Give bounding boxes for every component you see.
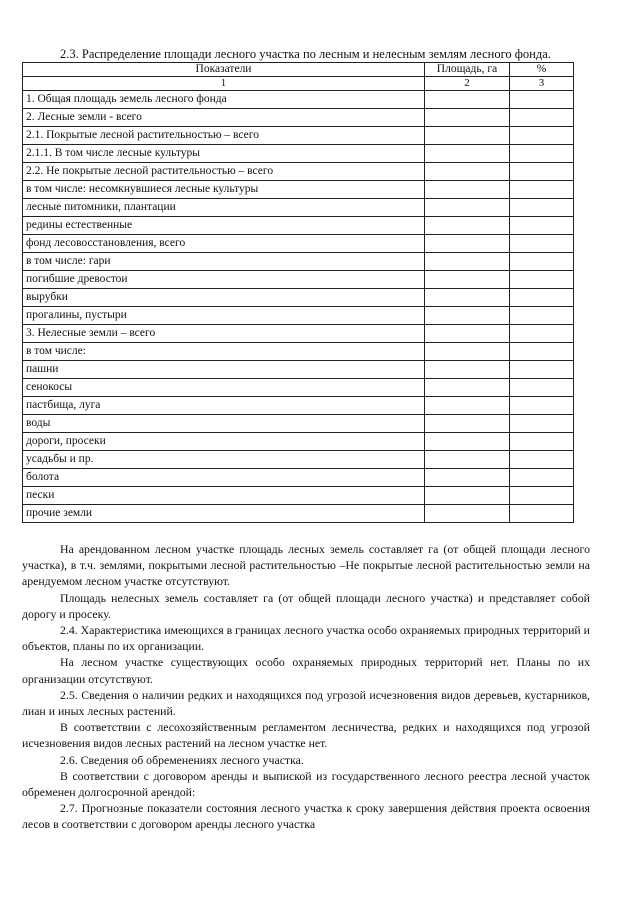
row-percent-value — [510, 145, 574, 163]
table-row — [23, 397, 574, 415]
row-label: 3. Нелесные земли – всего — [23, 325, 425, 343]
row-percent-value — [510, 433, 574, 451]
row-label: болота — [23, 469, 425, 487]
table-row — [23, 415, 574, 433]
row-area-value — [425, 307, 510, 325]
table-row — [23, 109, 574, 127]
row-label: 2.2. Не покрытые лесной растительностью – всего — [23, 163, 425, 181]
paragraph: На арендованном лесном участке площадь лесных земель составляет га (от общей площади лесного участка), в т.ч. землями, покрытыми лесной растительностью –Не покрытые лесной растительностью земли на арендуемом лесном участке отсутствуют. — [22, 542, 590, 589]
row-label: усадьбы и пр. — [23, 451, 425, 469]
table-header-row — [23, 63, 574, 77]
row-label: 2. Лесные земли - всего — [23, 109, 425, 127]
row-percent-value — [510, 415, 574, 433]
paragraph: На лесном участке существующих особо охраняемых природных территорий нет. Планы по их организации отсутствуют. — [22, 655, 590, 686]
row-area-value — [425, 289, 510, 307]
table-row — [23, 181, 574, 199]
row-percent-value — [510, 235, 574, 253]
row-area-value — [425, 271, 510, 289]
row-label: вырубки — [23, 289, 425, 307]
row-percent-value — [510, 325, 574, 343]
row-label: прогалины, пустыри — [23, 307, 425, 325]
column-number: 1 — [23, 77, 425, 91]
row-label: воды — [23, 415, 425, 433]
row-label: сенокосы — [23, 379, 425, 397]
row-label: фонд лесовосстановления, всего — [23, 235, 425, 253]
row-percent-value — [510, 379, 574, 397]
row-percent-value — [510, 253, 574, 271]
table-row — [23, 487, 574, 505]
table-row — [23, 163, 574, 181]
table-row — [23, 307, 574, 325]
row-label: пески — [23, 487, 425, 505]
table-row — [23, 325, 574, 343]
row-area-value — [425, 109, 510, 127]
column-header-percent: % — [510, 63, 574, 77]
paragraph: В соответствии с договором аренды и выпиской из государственного лесного реестра лесной участок обременен долгосрочной арендой: — [22, 768, 590, 800]
paragraph: В соответствии с лесохозяйственным регламентом лесничества, редких и находящихся под угрозой исчезновения видов лесных растений на лесном участке нет. — [22, 720, 590, 751]
table-row — [23, 433, 574, 451]
row-percent-value — [510, 487, 574, 505]
row-percent-value — [510, 91, 574, 109]
row-percent-value — [510, 271, 574, 289]
table-row — [23, 469, 574, 487]
row-area-value — [425, 433, 510, 451]
row-area-value — [425, 145, 510, 163]
paragraph: 2.6. Сведения об обременениях лесного участка. — [60, 752, 304, 767]
row-label: 2.1. Покрытые лесной растительностью – всего — [23, 127, 425, 145]
row-area-value — [425, 505, 510, 523]
table-row — [23, 199, 574, 217]
row-percent-value — [510, 163, 574, 181]
row-percent-value — [510, 199, 574, 217]
row-label: прочие земли — [23, 505, 425, 523]
row-label: в том числе: гари — [23, 253, 425, 271]
table-row — [23, 379, 574, 397]
row-label: редины естественные — [23, 217, 425, 235]
section-heading: 2.3. Распределение площади лесного участка по лесным и нелесным землям лесного фонда. — [60, 47, 551, 61]
row-area-value — [425, 217, 510, 235]
row-percent-value — [510, 181, 574, 199]
table-row — [23, 91, 574, 109]
row-area-value — [425, 127, 510, 145]
column-header-indicators: Показатели — [23, 63, 425, 77]
row-label: дороги, просеки — [23, 433, 425, 451]
row-area-value — [425, 415, 510, 433]
paragraph: 2.5. Сведения о наличии редких и находящихся под угрозой исчезновения видов деревьев, кустарников, лиан и иных лесных растений. — [22, 687, 590, 719]
table-row — [23, 145, 574, 163]
paragraph: 2.7. Прогнозные показатели состояния лесного участка к сроку завершения действия проекта освоения лесов в соответствии с договором аренды лесного участка — [22, 801, 590, 832]
table-row — [23, 289, 574, 307]
row-percent-value — [510, 451, 574, 469]
row-label: в том числе: — [23, 343, 425, 361]
column-header-area: Площадь, га — [425, 63, 510, 77]
paragraph: 2.4. Характеристика имеющихся в границах лесного участка особо охраняемых природных территорий и объектов, планы по их организации. — [22, 623, 590, 654]
row-label: 2.1.1. В том числе лесные культуры — [23, 145, 425, 163]
table-row — [23, 271, 574, 289]
table-row — [23, 361, 574, 379]
paragraph: Площадь нелесных земель составляет га (от общей площади лесного участка) и представляет собой дорогу и просеку. — [22, 590, 590, 621]
row-percent-value — [510, 217, 574, 235]
table-row — [23, 127, 574, 145]
row-percent-value — [510, 397, 574, 415]
row-area-value — [425, 451, 510, 469]
table-row — [23, 343, 574, 361]
row-area-value — [425, 487, 510, 505]
row-area-value — [425, 469, 510, 487]
row-label: 1. Общая площадь земель лесного фонда — [23, 91, 425, 109]
row-percent-value — [510, 289, 574, 307]
table-row — [23, 505, 574, 523]
land-distribution-table — [22, 62, 574, 523]
row-percent-value — [510, 307, 574, 325]
row-percent-value — [510, 127, 574, 145]
row-percent-value — [510, 109, 574, 127]
row-area-value — [425, 343, 510, 361]
table-row — [23, 451, 574, 469]
row-area-value — [425, 325, 510, 343]
row-percent-value — [510, 505, 574, 523]
row-label: в том числе: несомкнувшиеся лесные культуры — [23, 181, 425, 199]
column-number: 3 — [510, 77, 574, 91]
row-area-value — [425, 181, 510, 199]
row-area-value — [425, 397, 510, 415]
row-area-value — [425, 379, 510, 397]
row-label: пашни — [23, 361, 425, 379]
table-row — [23, 253, 574, 271]
row-percent-value — [510, 469, 574, 487]
row-percent-value — [510, 361, 574, 379]
row-label: погибшие древостои — [23, 271, 425, 289]
table-row — [23, 217, 574, 235]
row-percent-value — [510, 343, 574, 361]
column-number-row — [23, 77, 574, 91]
row-area-value — [425, 361, 510, 379]
row-label: пастбища, луга — [23, 397, 425, 415]
row-area-value — [425, 163, 510, 181]
row-area-value — [425, 235, 510, 253]
column-number: 2 — [425, 77, 510, 91]
table-row — [23, 235, 574, 253]
body-text — [22, 541, 590, 833]
row-area-value — [425, 199, 510, 217]
row-label: лесные питомники, плантации — [23, 199, 425, 217]
row-area-value — [425, 91, 510, 109]
row-area-value — [425, 253, 510, 271]
